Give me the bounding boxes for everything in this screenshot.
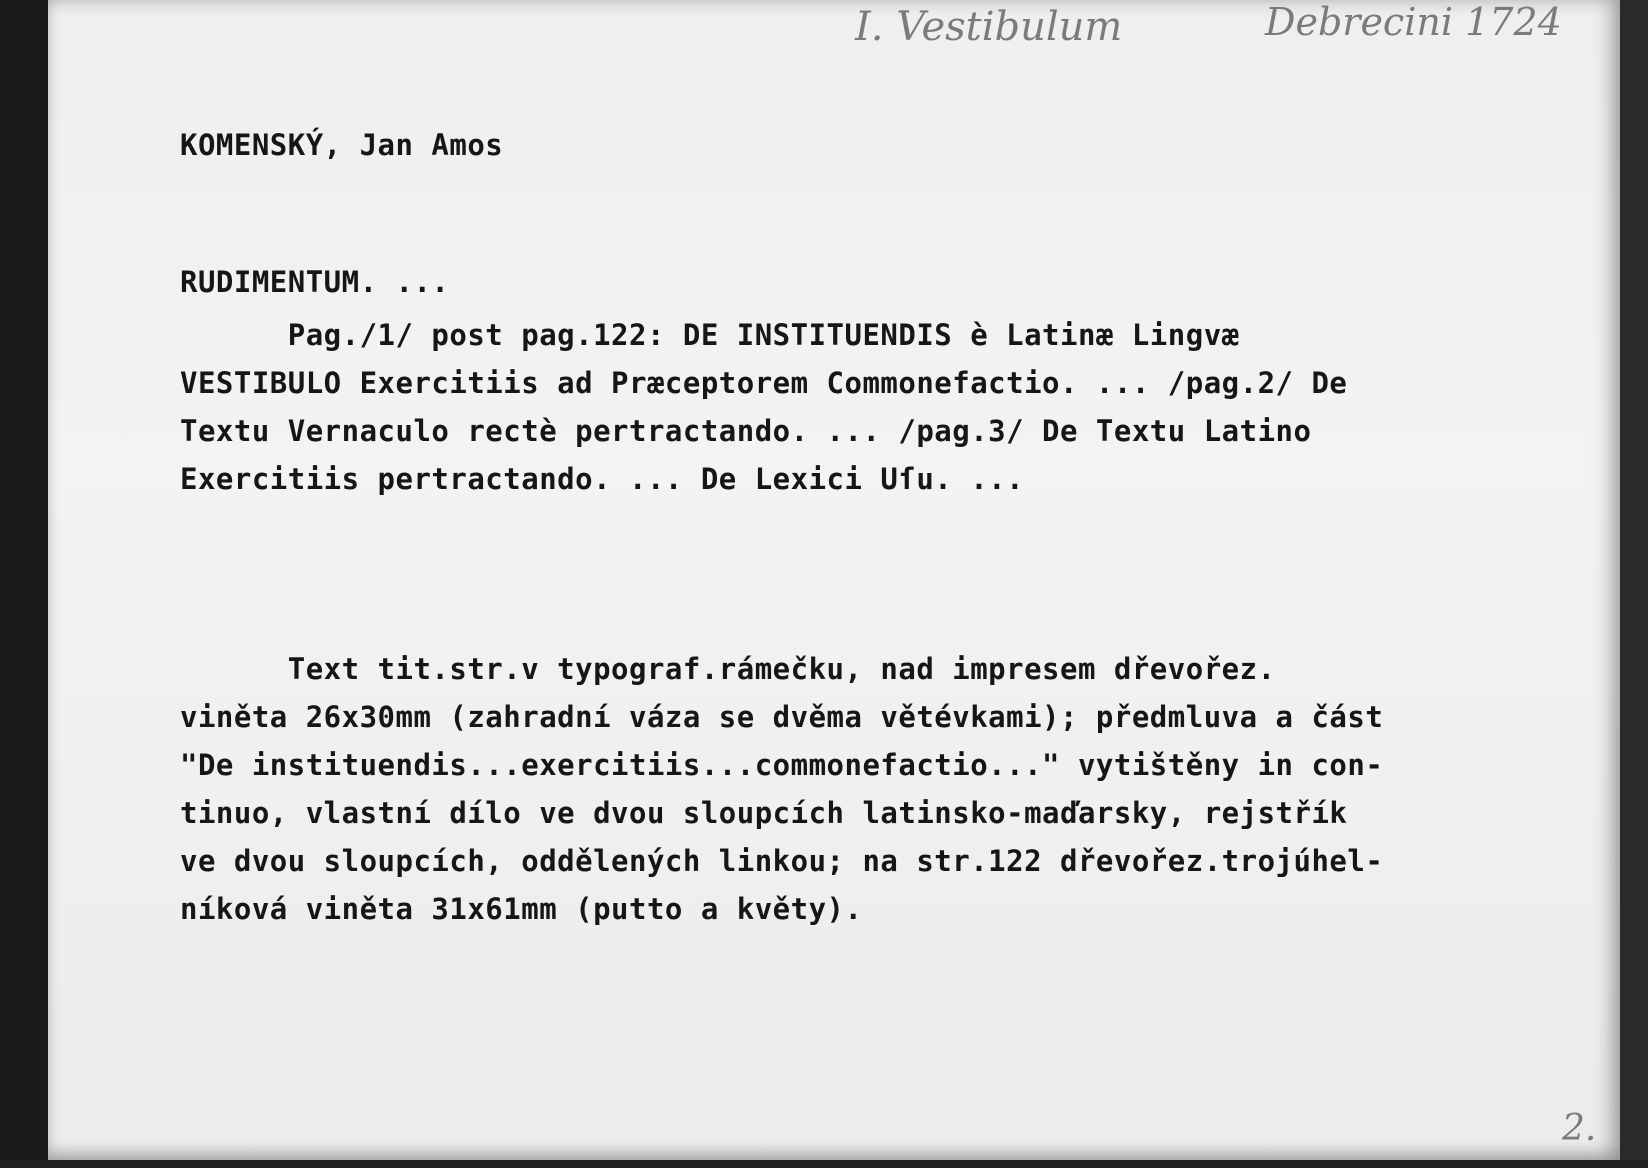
text-line: níková viněta 31x61mm (putto a květy). bbox=[180, 892, 863, 926]
card-right-edge bbox=[1620, 0, 1648, 1168]
text-line: Text tit.str.v typograf.rámečku, nad impresem dřevořez. bbox=[180, 652, 1276, 686]
card-bottom-edge bbox=[0, 1160, 1648, 1168]
text-line: viněta 26x30mm (zahradní váza se dvěma větévkami); předmluva a část bbox=[180, 700, 1384, 734]
catalog-card bbox=[48, 0, 1620, 1160]
handwritten-page-number: 2. bbox=[1562, 1108, 1597, 1149]
handwritten-note-top-center: I. Vestibulum bbox=[855, 4, 1123, 50]
text-line: ve dvou sloupcích, oddělených linkou; na str.122 dřevořez.trojúhel- bbox=[180, 844, 1384, 878]
author-heading: KOMENSKÝ, Jan Amos bbox=[180, 128, 504, 162]
text-line: Exercitiis pertractando. ... De Lexici Uſu. ... bbox=[180, 462, 1025, 496]
handwritten-note-top-right: Debrecini 1724 bbox=[1265, 0, 1562, 44]
title-line: RUDIMENTUM. ... bbox=[180, 265, 450, 299]
text-line: VESTIBULO Exercitiis ad Præceptorem Commonefactio. ... /pag.2/ De bbox=[180, 366, 1348, 400]
text-line: tinuo, vlastní dílo ve dvou sloupcích latinsko-maďarsky, rejstřík bbox=[180, 796, 1348, 830]
text-line: Textu Vernaculo rectè pertractando. ... /pag.3/ De Textu Latino bbox=[180, 414, 1312, 448]
text-line: Pag./1/ post pag.122: DE INSTITUENDIS è Latinæ Lingvæ bbox=[180, 318, 1240, 352]
text-line: "De instituendis...exercitiis...commonefactio..." vytištěny in con- bbox=[180, 748, 1384, 782]
